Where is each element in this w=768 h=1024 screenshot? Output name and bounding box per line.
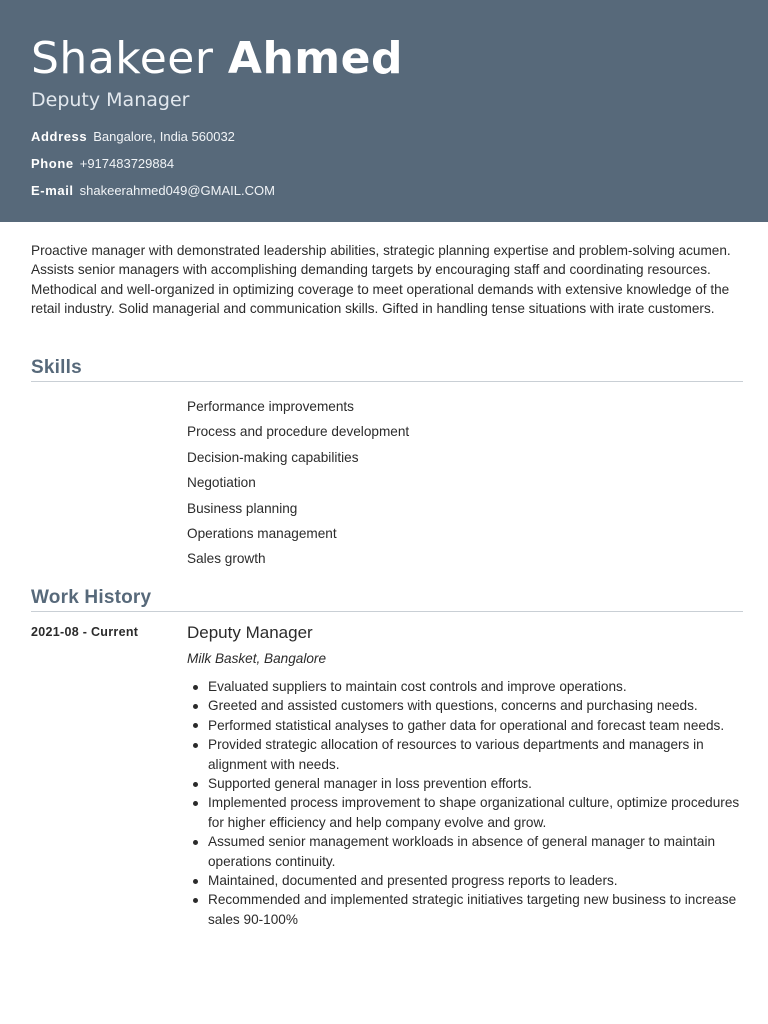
job-bullet (208, 696, 748, 715)
job-bullet (208, 793, 748, 832)
skill-item: Process and procedure development (187, 424, 410, 440)
work-history-heading: Work History (31, 587, 152, 608)
job-company: Milk Basket, Bangalore (187, 651, 327, 666)
skill-item: Performance improvements (187, 399, 354, 414)
phone-label: Phone (31, 156, 74, 171)
contact-address (31, 128, 235, 146)
professional-summary: Proactive manager with demonstrated leadership abilities, strategic planning expertise and problem-solving acumen. Assists senior managers with accomplishing demanding targets by encouraging staff and coordinating resources. Methodical and well-organized in optimizing coverage to meet operational demands with extensive knowledge of the retail industry. Solid managerial and communication skills. Gifted in handling tense situations with irate customers. (31, 243, 731, 317)
job-bullet-text: Assumed senior management workloads in absence of general manager to maintain operations continuity. (208, 834, 716, 869)
bullet-dot-icon (193, 879, 198, 884)
address-label: Address (31, 129, 88, 144)
job-bullet (208, 774, 748, 793)
job-bullet-text: Greeted and assisted customers with questions, concerns and purchasing needs. (208, 698, 698, 714)
job-bullet (208, 677, 748, 696)
job-bullet-text: Provided strategic allocation of resources to various departments and managers in alignment with needs. (208, 737, 704, 772)
bullet-dot-icon (193, 801, 198, 806)
job-dates: 2021-08 - Current (31, 625, 139, 639)
email-label: E-mail (31, 183, 74, 198)
bullet-dot-icon (193, 840, 198, 845)
job-bullet-text: Performed statistical analyses to gather data for operational and forecast team needs. (208, 717, 725, 733)
job-bullet-text: Supported general manager in loss prevention efforts. (208, 776, 532, 792)
bullet-dot-icon (193, 704, 198, 709)
bullet-dot-icon (193, 743, 198, 748)
skill-item: Business planning (187, 500, 298, 516)
job-bullet-text: Evaluated suppliers to maintain cost controls and improve operations. (208, 679, 627, 694)
job-bullet-text: Recommended and implemented strategic initiatives targeting new business to increase sales 90-100% (208, 892, 737, 927)
job-bullet (208, 871, 748, 890)
work-history-divider (31, 611, 743, 612)
skill-item: Decision-making capabilities (187, 449, 359, 465)
job-bullet (208, 716, 748, 735)
contact-email (31, 182, 275, 200)
skills-divider (31, 381, 743, 382)
address-value: Bangalore, India 560032 (93, 129, 235, 144)
job-bullet (208, 735, 748, 774)
skills-list (187, 394, 409, 572)
skill-item: Negotiation (187, 475, 256, 491)
bullet-dot-icon (193, 685, 198, 690)
skills-heading: Skills (31, 357, 82, 378)
job-responsibilities (208, 677, 748, 929)
candidate-title: Deputy Manager (31, 89, 190, 111)
bullet-dot-icon (193, 723, 198, 728)
skill-item: Operations management (187, 526, 337, 542)
skill-item: Sales growth (187, 551, 266, 567)
resume-header (0, 0, 768, 222)
job-position: Deputy Manager (187, 623, 313, 642)
job-bullet-text: Maintained, documented and presented progress reports to leaders. (208, 873, 618, 889)
email-value: shakeerahmed049@GMAIL.COM (79, 183, 275, 198)
last-name: Ahmed (227, 33, 403, 84)
first-name: Shakeer (31, 33, 214, 84)
candidate-name (31, 33, 403, 85)
phone-value: +917483729884 (79, 156, 175, 171)
bullet-dot-icon (193, 898, 198, 903)
job-bullet (208, 890, 748, 929)
contact-phone (31, 155, 174, 173)
job-bullet-text: Implemented process improvement to shape organizational culture, optimize procedures for higher efficiency and help company evolve and grow. (208, 795, 740, 830)
job-bullet (208, 832, 748, 871)
bullet-dot-icon (193, 782, 198, 787)
